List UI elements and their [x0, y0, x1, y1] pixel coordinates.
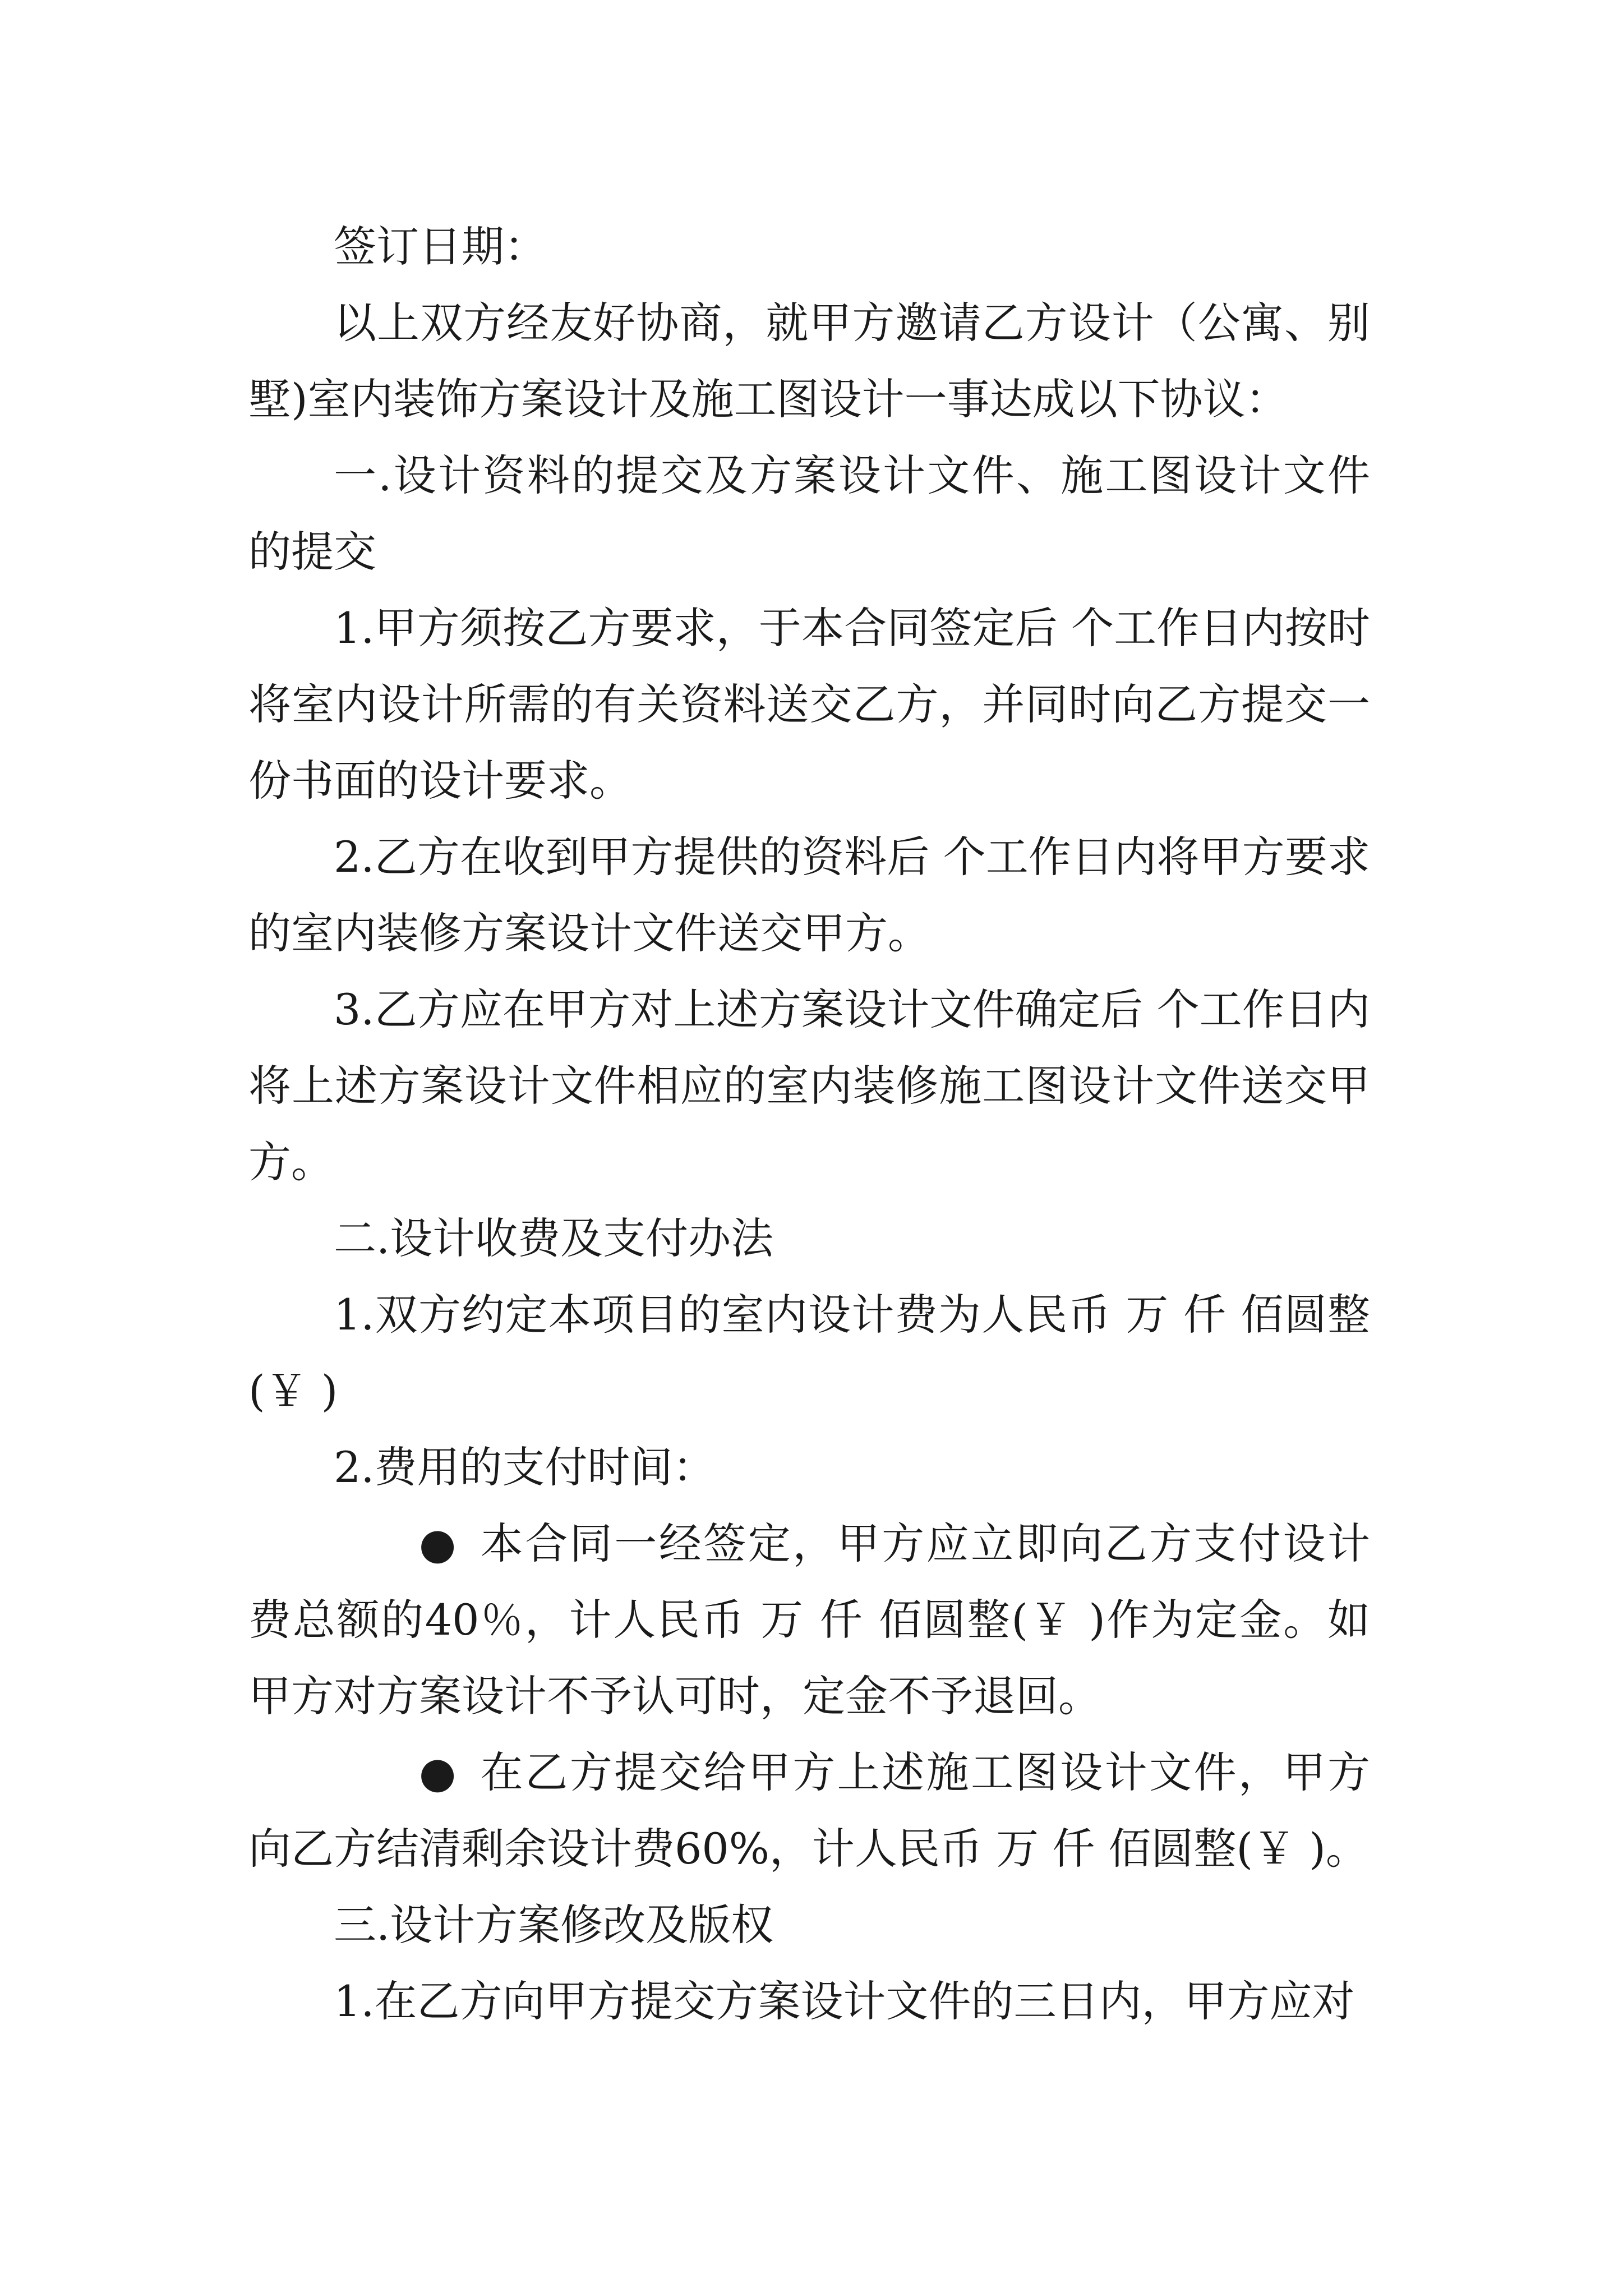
bullet-dot-icon: ● — [419, 1747, 457, 1797]
clause-3-1: 1.在乙方向甲方提交方案设计文件的三日内，甲方应对 — [334, 1976, 1355, 2026]
document-body — [248, 209, 1370, 2040]
bullet-dot-icon: ● — [419, 1519, 457, 1568]
clause-1-3: 3.乙方应在甲方对上述方案设计文件确定后 个工作日内将上述方案设计文件相应的室内装修施工图设计文件送交甲方。 — [248, 984, 1370, 1187]
section-3-heading: 三.设计方案修改及版权 — [334, 1900, 774, 1950]
signing-date-line: 签订日期： — [334, 222, 547, 272]
section-1-heading: 一.设计资料的提交及方案设计文件、施工图设计文件的提交 — [248, 450, 1370, 577]
bullet-item — [248, 1734, 1370, 1887]
bullet-item — [248, 1506, 1370, 1734]
clause-2-2: 2.费用的支付时间： — [334, 1442, 716, 1492]
agreement-intro-paragraph: 以上双方经友好协商，就甲方邀请乙方设计（公寓、别墅)室内装饰方案设计及施工图设计一事达成以下协议： — [248, 298, 1370, 424]
clause-1-2: 2.乙方在收到甲方提供的资料后 个工作日内将甲方要求的室内装修方案设计文件送交甲方。 — [248, 832, 1370, 958]
clause-1-1: 1.甲方须按乙方要求，于本合同签定后 个工作日内按时将室内设计所需的有关资料送交乙方，并同时向乙方提交一份书面的设计要求。 — [248, 603, 1370, 806]
clause-2-1: 1.双方约定本项目的室内设计费为人民币 万 仟 佰圆整(￥ ) — [248, 1290, 1370, 1416]
section-2-heading: 二.设计收费及支付办法 — [334, 1213, 774, 1263]
bullet-text: 在乙方提交给甲方上述施工图设计文件，甲方向乙方结清剩余设计费60%，计人民币 万 仟 佰圆整(￥ )。 — [248, 1747, 1370, 1874]
bullet-text: 本合同一经签定，甲方应立即向乙方支付设计费总额的40％，计人民币 万 仟 佰圆整(￥ )作为定金。如甲方对方案设计不予认可时，定金不予退回。 — [248, 1519, 1370, 1721]
